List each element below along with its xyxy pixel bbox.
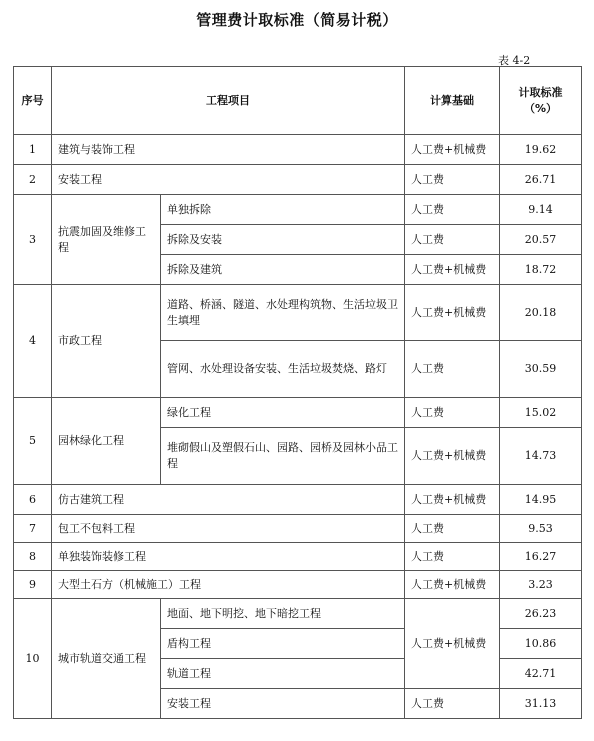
row-subitem: 地面、地下明挖、地下暗挖工程 xyxy=(161,599,405,629)
row-rate: 10.86 xyxy=(500,629,582,659)
row-rate: 20.18 xyxy=(500,285,582,341)
row-basis: 人工费+机械费 xyxy=(405,428,500,485)
row-subitem: 盾构工程 xyxy=(161,629,405,659)
row-item: 抗震加固及维修工程 xyxy=(52,195,161,285)
row-item: 建筑与装饰工程 xyxy=(52,135,405,165)
row-no: 10 xyxy=(14,599,52,719)
row-item: 市政工程 xyxy=(52,285,161,398)
row-rate: 14.73 xyxy=(500,428,582,485)
row-no: 4 xyxy=(14,285,52,398)
row-item: 单独装饰装修工程 xyxy=(52,543,405,571)
row-subitem: 管网、水处理设备安装、生活垃圾焚烧、路灯 xyxy=(161,341,405,398)
table-row xyxy=(14,543,582,571)
row-rate: 30.59 xyxy=(500,341,582,398)
row-item: 安装工程 xyxy=(52,165,405,195)
row-rate: 15.02 xyxy=(500,398,582,428)
table-row xyxy=(14,485,582,515)
row-subitem: 拆除及安装 xyxy=(161,225,405,255)
row-basis: 人工费 xyxy=(405,165,500,195)
table-row xyxy=(14,571,582,599)
row-subitem: 堆砌假山及塑假石山、园路、园桥及园林小品工程 xyxy=(161,428,405,485)
row-rate: 14.95 xyxy=(500,485,582,515)
row-no: 8 xyxy=(14,543,52,571)
row-basis: 人工费+机械费 xyxy=(405,255,500,285)
header-basis: 计算基础 xyxy=(405,67,500,135)
row-basis: 人工费 xyxy=(405,689,500,719)
row-basis: 人工费 xyxy=(405,341,500,398)
row-item: 包工不包料工程 xyxy=(52,515,405,543)
row-basis: 人工费 xyxy=(405,543,500,571)
header-no: 序号 xyxy=(14,67,52,135)
table-row xyxy=(14,599,582,629)
row-basis: 人工费+机械费 xyxy=(405,135,500,165)
row-rate: 19.62 xyxy=(500,135,582,165)
row-rate: 3.23 xyxy=(500,571,582,599)
row-item: 大型土石方（机械施工）工程 xyxy=(52,571,405,599)
row-rate: 20.57 xyxy=(500,225,582,255)
table-row xyxy=(14,398,582,428)
row-no: 2 xyxy=(14,165,52,195)
header-rate xyxy=(500,67,582,135)
table-number: 表 4-2 xyxy=(498,54,531,67)
row-basis: 人工费 xyxy=(405,515,500,543)
row-no: 7 xyxy=(14,515,52,543)
row-item: 园林绿化工程 xyxy=(52,398,161,485)
row-subitem: 安装工程 xyxy=(161,689,405,719)
table-row xyxy=(14,165,582,195)
row-basis: 人工费 xyxy=(405,398,500,428)
row-basis: 人工费 xyxy=(405,225,500,255)
row-no: 6 xyxy=(14,485,52,515)
row-no: 3 xyxy=(14,195,52,285)
row-basis: 人工费+机械费 xyxy=(405,285,500,341)
row-subitem: 拆除及建筑 xyxy=(161,255,405,285)
row-rate: 9.53 xyxy=(500,515,582,543)
header-item: 工程项目 xyxy=(52,67,405,135)
row-basis: 人工费+机械费 xyxy=(405,485,500,515)
row-rate: 42.71 xyxy=(500,659,582,689)
row-basis: 人工费+机械费 xyxy=(405,571,500,599)
row-rate: 31.13 xyxy=(500,689,582,719)
row-no: 1 xyxy=(14,135,52,165)
row-rate: 26.23 xyxy=(500,599,582,629)
row-rate: 16.27 xyxy=(500,543,582,571)
row-subitem: 轨道工程 xyxy=(161,659,405,689)
row-no: 5 xyxy=(14,398,52,485)
header-row xyxy=(14,67,582,135)
row-subitem: 道路、桥涵、隧道、水处理构筑物、生活垃圾卫生填埋 xyxy=(161,285,405,341)
row-rate: 18.72 xyxy=(500,255,582,285)
header-rate-line2: （%） xyxy=(523,101,558,115)
header-rate-line1: 计取标准 xyxy=(518,85,563,99)
row-subitem: 单独拆除 xyxy=(161,195,405,225)
management-fee-table xyxy=(13,66,582,719)
table-row xyxy=(14,135,582,165)
row-no: 9 xyxy=(14,571,52,599)
row-basis: 人工费 xyxy=(405,195,500,225)
table-row xyxy=(14,285,582,341)
row-item: 仿古建筑工程 xyxy=(52,485,405,515)
table-row xyxy=(14,195,582,225)
row-basis: 人工费+机械费 xyxy=(405,599,500,689)
row-subitem: 绿化工程 xyxy=(161,398,405,428)
row-rate: 26.71 xyxy=(500,165,582,195)
row-item: 城市轨道交通工程 xyxy=(52,599,161,719)
row-rate: 9.14 xyxy=(500,195,582,225)
page-title: 管理费计取标准（简易计税） xyxy=(196,11,398,29)
table-row xyxy=(14,515,582,543)
